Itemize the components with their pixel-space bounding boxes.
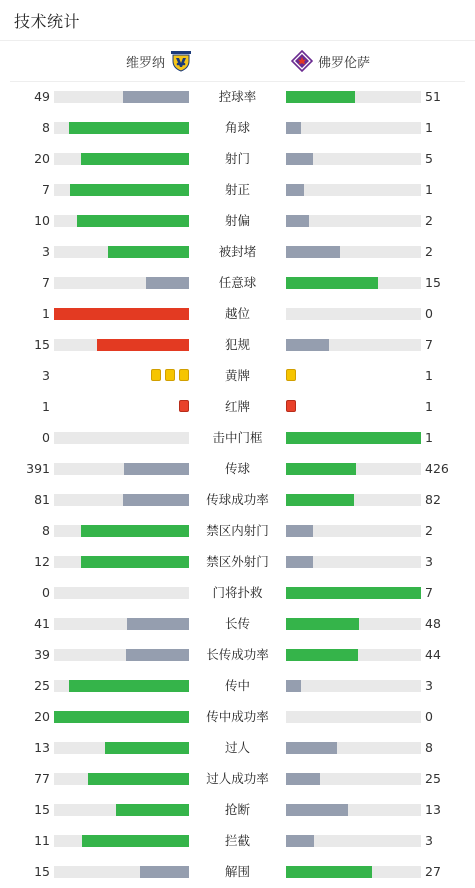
home-bar-track bbox=[54, 339, 189, 351]
away-bar-track bbox=[286, 277, 421, 289]
home-value: 15 bbox=[34, 802, 50, 817]
home-value: 39 bbox=[34, 647, 50, 662]
home-value: 3 bbox=[42, 244, 50, 259]
away-value: 2 bbox=[425, 523, 433, 538]
away-bar-fill bbox=[286, 184, 304, 196]
stat-row bbox=[0, 670, 475, 701]
home-value: 13 bbox=[34, 740, 50, 755]
home-bar-fill bbox=[54, 308, 189, 320]
home-bar-fill bbox=[69, 122, 189, 134]
away-bar-fill bbox=[286, 122, 301, 134]
away-value: 5 bbox=[425, 151, 433, 166]
away-value: 15 bbox=[425, 275, 441, 290]
away-bar-track bbox=[286, 308, 421, 320]
home-bar-track bbox=[54, 680, 189, 692]
away-bar-fill bbox=[286, 835, 314, 847]
away-bar-fill bbox=[286, 680, 301, 692]
stat-label: 任意球 bbox=[218, 275, 257, 290]
stat-row bbox=[0, 856, 475, 887]
stat-label: 传球 bbox=[224, 461, 250, 476]
stat-label: 射偏 bbox=[224, 213, 250, 228]
away-bar-track bbox=[286, 463, 421, 475]
stat-label: 门将扑救 bbox=[212, 585, 263, 600]
away-bar-fill bbox=[286, 215, 309, 227]
stat-label: 长传成功率 bbox=[206, 647, 269, 662]
home-value: 10 bbox=[34, 213, 50, 228]
stat-row bbox=[0, 143, 475, 174]
home-bar-track bbox=[54, 773, 189, 785]
away-value: 1 bbox=[425, 430, 433, 445]
home-bar-track bbox=[54, 463, 189, 475]
home-bar-fill bbox=[77, 215, 189, 227]
stat-label: 拦截 bbox=[224, 833, 250, 848]
away-bar-track bbox=[286, 184, 421, 196]
home-value: 12 bbox=[34, 554, 50, 569]
stat-row bbox=[0, 577, 475, 608]
away-bar-track bbox=[286, 649, 421, 661]
home-value: 20 bbox=[34, 709, 50, 724]
home-bar-track bbox=[54, 153, 189, 165]
stat-label: 过人成功率 bbox=[206, 771, 269, 786]
away-bar-fill bbox=[286, 804, 348, 816]
home-bar-track bbox=[54, 277, 189, 289]
home-bar-track bbox=[54, 804, 189, 816]
home-bar-fill bbox=[54, 711, 189, 723]
stat-label: 传中 bbox=[224, 678, 250, 693]
away-value: 7 bbox=[425, 585, 433, 600]
away-bar-track bbox=[286, 339, 421, 351]
away-value: 426 bbox=[425, 461, 449, 476]
away-bar-track bbox=[286, 153, 421, 165]
stat-row bbox=[0, 329, 475, 360]
home-value: 0 bbox=[42, 430, 50, 445]
home-value: 15 bbox=[34, 864, 50, 879]
away-bar-track bbox=[286, 835, 421, 847]
home-bar-track bbox=[54, 711, 189, 723]
hellas-verona-crest-icon bbox=[170, 50, 192, 72]
home-bar-track bbox=[54, 494, 189, 506]
stats-list bbox=[0, 81, 475, 887]
home-value: 1 bbox=[42, 399, 50, 414]
away-bar-track bbox=[286, 866, 421, 878]
away-bar-fill bbox=[286, 277, 378, 289]
away-bar-track bbox=[286, 742, 421, 754]
away-bar-track bbox=[286, 494, 421, 506]
home-bar-fill bbox=[81, 525, 189, 537]
home-cards bbox=[151, 369, 189, 383]
home-bar-track bbox=[54, 742, 189, 754]
stat-label: 击中门框 bbox=[212, 430, 263, 445]
home-cards bbox=[179, 400, 189, 414]
stat-label: 黄牌 bbox=[224, 368, 250, 383]
home-value: 41 bbox=[34, 616, 50, 631]
away-cards bbox=[286, 369, 296, 383]
home-value: 20 bbox=[34, 151, 50, 166]
home-value: 3 bbox=[42, 368, 50, 383]
stat-row bbox=[0, 484, 475, 515]
home-bar-fill bbox=[88, 773, 189, 785]
away-value: 3 bbox=[425, 554, 433, 569]
home-bar-fill bbox=[81, 556, 189, 568]
away-bar-track bbox=[286, 432, 421, 444]
away-team[interactable] bbox=[291, 50, 370, 72]
away-value: 2 bbox=[425, 213, 433, 228]
home-bar-track bbox=[54, 866, 189, 878]
home-value: 8 bbox=[42, 523, 50, 538]
home-bar-track bbox=[54, 215, 189, 227]
home-bar-fill bbox=[146, 277, 189, 289]
home-bar-track bbox=[54, 649, 189, 661]
away-cards bbox=[286, 400, 296, 414]
stat-label: 越位 bbox=[224, 306, 250, 321]
away-bar-fill bbox=[286, 432, 421, 444]
stat-row bbox=[0, 236, 475, 267]
fiorentina-lily-crest-icon bbox=[291, 50, 313, 72]
home-bar-fill bbox=[140, 866, 189, 878]
title-divider bbox=[0, 40, 475, 41]
stat-row bbox=[0, 81, 475, 112]
home-value: 81 bbox=[34, 492, 50, 507]
page-title: 技术统计 bbox=[14, 12, 81, 31]
away-value: 1 bbox=[425, 182, 433, 197]
away-bar-fill bbox=[286, 494, 354, 506]
red-card-icon bbox=[286, 400, 296, 412]
away-bar-track bbox=[286, 246, 421, 258]
stat-row bbox=[0, 639, 475, 670]
home-value: 1 bbox=[42, 306, 50, 321]
stat-label: 犯规 bbox=[224, 337, 250, 352]
away-value: 0 bbox=[425, 306, 433, 321]
stat-label: 过人 bbox=[224, 740, 250, 755]
home-bar-fill bbox=[108, 246, 189, 258]
away-bar-track bbox=[286, 91, 421, 103]
home-bar-fill bbox=[116, 804, 189, 816]
stat-label: 长传 bbox=[224, 616, 250, 631]
away-value: 1 bbox=[425, 368, 433, 383]
away-bar-fill bbox=[286, 153, 313, 165]
home-bar-fill bbox=[81, 153, 189, 165]
stat-row bbox=[0, 763, 475, 794]
stat-row bbox=[0, 267, 475, 298]
home-team[interactable] bbox=[126, 50, 192, 72]
stat-row bbox=[0, 298, 475, 329]
away-value: 8 bbox=[425, 740, 433, 755]
stat-row bbox=[0, 732, 475, 763]
home-bar-fill bbox=[105, 742, 189, 754]
away-bar-fill bbox=[286, 525, 313, 537]
yellow-card-icon bbox=[286, 369, 296, 381]
stat-label: 传中成功率 bbox=[206, 709, 269, 724]
away-value: 7 bbox=[425, 337, 433, 352]
stat-row bbox=[0, 515, 475, 546]
away-bar-track bbox=[286, 587, 421, 599]
home-bar-track bbox=[54, 618, 189, 630]
away-value: 82 bbox=[425, 492, 441, 507]
away-bar-fill bbox=[286, 866, 372, 878]
home-bar-track bbox=[54, 835, 189, 847]
home-bar-track bbox=[54, 246, 189, 258]
away-bar-track bbox=[286, 773, 421, 785]
away-value: 2 bbox=[425, 244, 433, 259]
away-bar-track bbox=[286, 804, 421, 816]
home-bar-track bbox=[54, 308, 189, 320]
away-bar-fill bbox=[286, 339, 329, 351]
yellow-card-icon bbox=[151, 369, 161, 381]
home-bar-fill bbox=[82, 835, 189, 847]
red-card-icon bbox=[179, 400, 189, 412]
stat-label: 解围 bbox=[224, 864, 250, 879]
away-bar-fill bbox=[286, 91, 355, 103]
away-bar-fill bbox=[286, 618, 359, 630]
home-bar-track bbox=[54, 122, 189, 134]
home-bar-track bbox=[54, 184, 189, 196]
home-value: 7 bbox=[42, 275, 50, 290]
away-bar-track bbox=[286, 525, 421, 537]
stat-row bbox=[0, 701, 475, 732]
stat-row bbox=[0, 794, 475, 825]
home-bar-track bbox=[54, 432, 189, 444]
home-team-name: 维罗纳 bbox=[126, 55, 166, 71]
away-value: 1 bbox=[425, 399, 433, 414]
home-value: 49 bbox=[34, 89, 50, 104]
stat-row bbox=[0, 360, 475, 391]
away-bar-track bbox=[286, 122, 421, 134]
home-value: 77 bbox=[34, 771, 50, 786]
stat-label: 射正 bbox=[224, 182, 250, 197]
away-bar-track bbox=[286, 215, 421, 227]
away-bar-fill bbox=[286, 463, 356, 475]
home-bar-fill bbox=[97, 339, 189, 351]
stat-row bbox=[0, 608, 475, 639]
home-bar-track bbox=[54, 91, 189, 103]
away-value: 51 bbox=[425, 89, 441, 104]
stat-label: 抢断 bbox=[224, 802, 250, 817]
away-value: 3 bbox=[425, 678, 433, 693]
away-value: 44 bbox=[425, 647, 441, 662]
away-value: 1 bbox=[425, 120, 433, 135]
home-value: 391 bbox=[26, 461, 50, 476]
stat-label: 角球 bbox=[224, 120, 250, 135]
home-value: 8 bbox=[42, 120, 50, 135]
stat-label: 被封堵 bbox=[218, 244, 257, 259]
stat-row bbox=[0, 391, 475, 422]
stat-label: 禁区外射门 bbox=[206, 554, 269, 569]
stat-row bbox=[0, 546, 475, 577]
stat-label: 控球率 bbox=[218, 89, 257, 104]
stat-row bbox=[0, 453, 475, 484]
home-bar-track bbox=[54, 587, 189, 599]
away-bar-fill bbox=[286, 246, 340, 258]
away-bar-fill bbox=[286, 773, 320, 785]
away-bar-fill bbox=[286, 587, 421, 599]
away-bar-fill bbox=[286, 556, 313, 568]
home-bar-fill bbox=[123, 494, 189, 506]
away-team-name: 佛罗伦萨 bbox=[318, 55, 371, 71]
stat-label: 射门 bbox=[224, 151, 250, 166]
away-value: 0 bbox=[425, 709, 433, 724]
stat-label: 禁区内射门 bbox=[206, 523, 269, 538]
home-value: 7 bbox=[42, 182, 50, 197]
home-value: 11 bbox=[34, 833, 50, 848]
stat-row bbox=[0, 825, 475, 856]
home-value: 0 bbox=[42, 585, 50, 600]
stat-row bbox=[0, 174, 475, 205]
away-bar-fill bbox=[286, 649, 358, 661]
home-bar-fill bbox=[69, 680, 189, 692]
home-bar-fill bbox=[124, 463, 189, 475]
home-bar-track bbox=[54, 525, 189, 537]
yellow-card-icon bbox=[165, 369, 175, 381]
home-bar-fill bbox=[126, 649, 189, 661]
away-value: 13 bbox=[425, 802, 441, 817]
away-bar-fill bbox=[286, 742, 337, 754]
home-bar-track bbox=[54, 556, 189, 568]
home-value: 15 bbox=[34, 337, 50, 352]
away-value: 3 bbox=[425, 833, 433, 848]
yellow-card-icon bbox=[179, 369, 189, 381]
away-bar-track bbox=[286, 618, 421, 630]
away-value: 25 bbox=[425, 771, 441, 786]
stat-row bbox=[0, 205, 475, 236]
home-bar-fill bbox=[123, 91, 189, 103]
away-value: 48 bbox=[425, 616, 441, 631]
stat-label: 传球成功率 bbox=[206, 492, 269, 507]
stat-row bbox=[0, 112, 475, 143]
home-bar-fill bbox=[70, 184, 189, 196]
home-bar-fill bbox=[127, 618, 189, 630]
away-bar-track bbox=[286, 680, 421, 692]
stat-row bbox=[0, 422, 475, 453]
stat-label: 红牌 bbox=[224, 399, 250, 414]
home-value: 25 bbox=[34, 678, 50, 693]
away-value: 27 bbox=[425, 864, 441, 879]
away-bar-track bbox=[286, 556, 421, 568]
away-bar-track bbox=[286, 711, 421, 723]
